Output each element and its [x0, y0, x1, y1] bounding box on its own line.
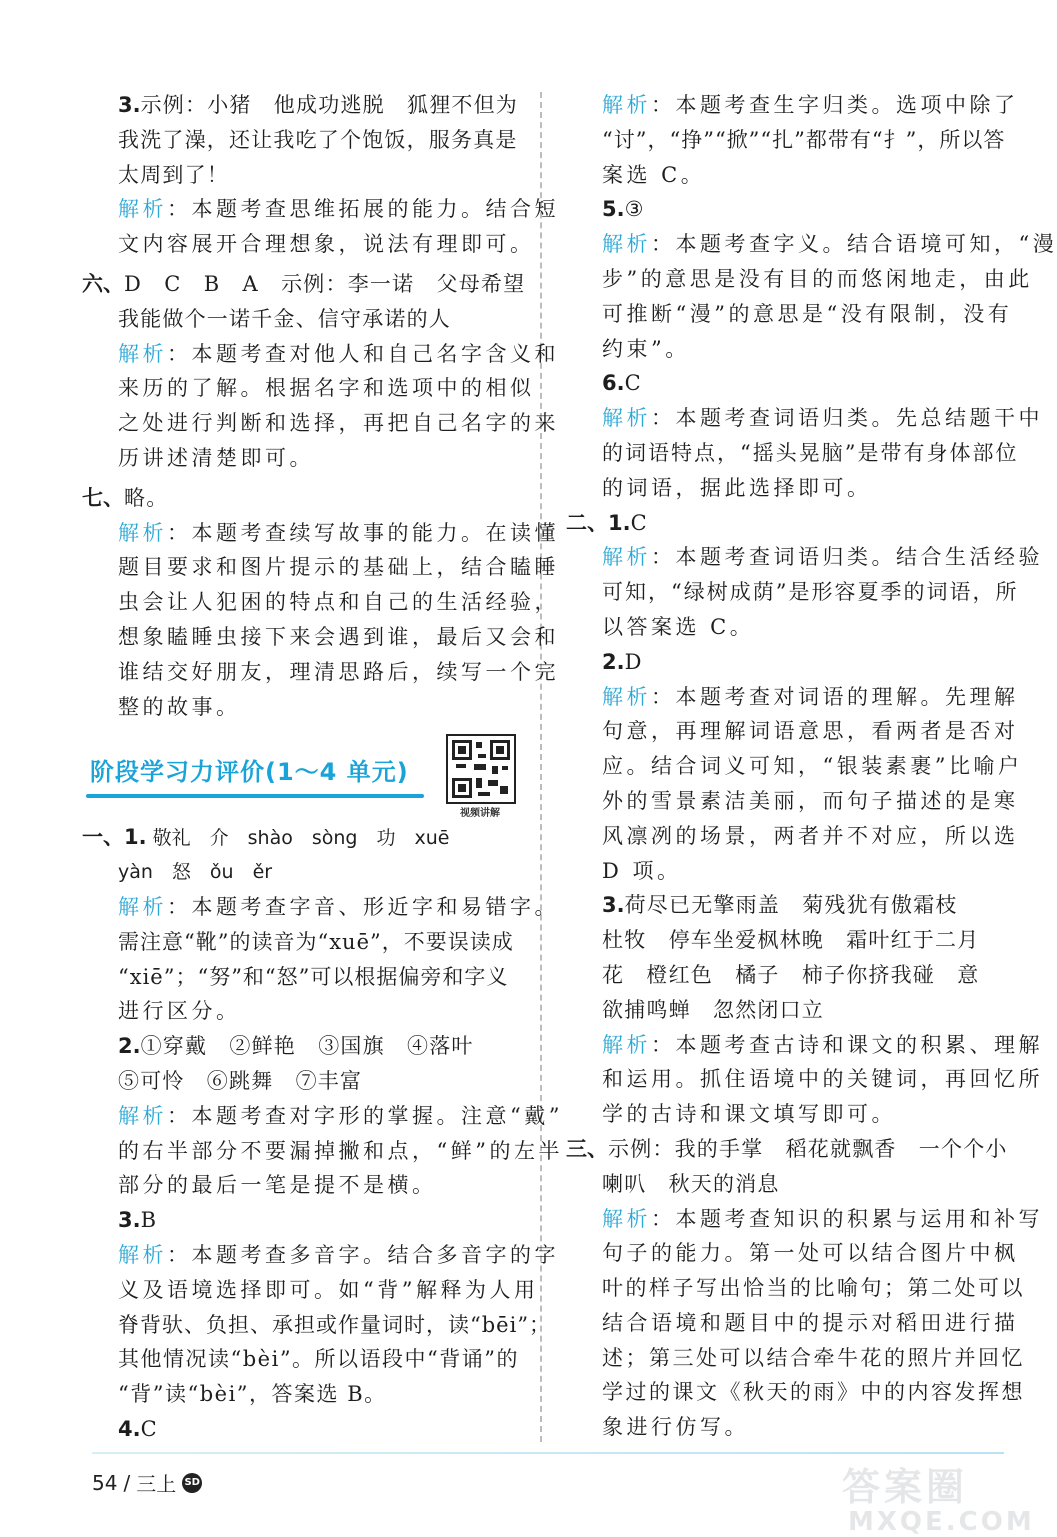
answer-text: 略。: [124, 485, 169, 510]
analysis-text: 来历的了解。根据名字和选项中的相似: [118, 376, 535, 401]
analysis-line: [566, 540, 1043, 575]
analysis-line: [82, 960, 528, 995]
answer-line: [566, 1132, 1008, 1167]
analysis-line: [566, 88, 1019, 123]
question-number: 5.: [602, 197, 625, 222]
analysis-line: [82, 1168, 528, 1203]
analysis-line: [566, 1062, 1043, 1097]
analysis-text: 应。结合词义可知，“银装素裹”比喻户: [602, 754, 1023, 779]
analysis-line: [566, 123, 1004, 158]
watermark-text: 答案圈: [842, 1465, 969, 1509]
analysis-text: 风凛冽的场景，两者并不对应，所以选: [602, 823, 1019, 848]
analysis-line: [566, 1306, 1019, 1341]
answer-text: D C B A 示例：李一诺 父母希望: [124, 271, 526, 296]
analysis-line: [566, 1236, 1019, 1271]
analysis-text: 题目要求和图片提示的基础上，结合瞌睡: [118, 555, 559, 580]
analysis-line: [566, 401, 1043, 436]
answer-text: 我洗了澡，还让我吃了个饱饭，服务真是: [118, 127, 518, 152]
analysis-text: 以答案选 C。: [602, 614, 755, 639]
analysis-text: 和运用。抓住语境中的关键词，再回忆所: [602, 1067, 1043, 1092]
analysis-text: 的词语特点，“摇头晃脑”是带有身体部位: [602, 440, 1019, 465]
analysis-line: [82, 516, 559, 551]
analysis-line: [566, 854, 1004, 889]
answer-line: [82, 88, 528, 123]
analysis-text: 外的雪景素洁美丽，而句子描述的是寒: [602, 788, 1019, 813]
analysis-text: ：本题考查知识的积累与运用和补写: [651, 1206, 1043, 1231]
analysis-line: [82, 890, 559, 925]
analysis-text: 整的故事。: [118, 694, 241, 719]
analysis-line: [82, 994, 528, 1029]
analysis-text: 之处进行判断和选择，再把自己名字的来: [118, 411, 559, 436]
analysis-label: 解析: [118, 520, 167, 545]
analysis-line: [566, 1375, 1025, 1410]
answer-line: [82, 820, 528, 855]
analysis-line: [82, 371, 535, 406]
question-number: 1.: [124, 825, 147, 850]
question-number: 2.: [118, 1034, 141, 1059]
answer-text: 敬礼 介 shào sòng 功 xuē: [152, 827, 450, 850]
analysis-line: [566, 1028, 1043, 1063]
analysis-text: ：本题考查词语归类。先总结题干中: [651, 406, 1043, 431]
qr-code-icon[interactable]: [446, 734, 516, 804]
answer-line: [566, 888, 1004, 923]
answer-line: [82, 1064, 528, 1099]
watermark-logo: [842, 1456, 1052, 1536]
analysis-text: 历讲述清楚即可。: [118, 445, 314, 470]
analysis-line: [566, 262, 1033, 297]
analysis-label: 解析: [118, 197, 167, 222]
analysis-text: 的右半部分不要漏掉撇和点，“鲜”的左半: [118, 1138, 563, 1163]
section-title: 阶段学习力评价(1～4 单元): [90, 758, 409, 787]
analysis-text: “xiē”；“努”和“怒”可以根据偏旁和字义: [118, 964, 509, 989]
answer-text: 示例：小猪 他成功逃脱 狐狸不但为: [140, 93, 518, 117]
answer-text: 我能做个一诺千金、信守承诺的人: [118, 306, 451, 331]
section-number: 六、: [82, 271, 124, 296]
question-number: 3.: [602, 893, 625, 918]
answer-line: [82, 855, 528, 890]
answer-text: ③: [624, 197, 645, 222]
analysis-label: 解析: [602, 232, 651, 257]
answer-line: [566, 506, 1004, 541]
analysis-line: [566, 575, 1019, 610]
analysis-label: 解析: [118, 894, 167, 919]
answer-line: [82, 267, 528, 302]
analysis-text: 学的古诗和课文填写即可。: [602, 1102, 896, 1127]
analysis-text: 象进行仿写。: [602, 1415, 749, 1440]
answer-text: ①穿戴 ②鲜艳 ③国旗 ④落叶: [140, 1034, 474, 1059]
analysis-line: [566, 1410, 1004, 1445]
question-number: 1.: [608, 510, 631, 535]
analysis-text: 学过的课文《秋天的雨》中的内容发挥想: [602, 1380, 1025, 1405]
analysis-text: 句意，再理解词语意思，看两者是否对: [602, 719, 1019, 744]
analysis-text: D 项。: [602, 858, 682, 883]
analysis-line: [566, 680, 1019, 715]
footer-separator: /: [123, 1470, 131, 1495]
analysis-text: 脊背驮、负担、承担或作量词时，读“bēi”；: [118, 1312, 552, 1337]
analysis-text: 需注意“靴”的读音为“xuē”，不要误读成: [118, 929, 514, 954]
analysis-text: 步”的意思是没有目的而悠闲地走，由此: [602, 266, 1033, 291]
footer-rule: [92, 1452, 1004, 1454]
analysis-line: [82, 1308, 552, 1343]
analysis-text: ：本题考查续写故事的能力。在读懂: [167, 520, 559, 545]
analysis-label: 解析: [118, 341, 167, 366]
analysis-text: ：本题考查对他人和自己名字含义和: [167, 341, 559, 366]
analysis-text: 文内容展开合理想象，说法有理即可。: [118, 232, 535, 257]
answer-text: 荷尽已无擎雨盖 菊残犹有傲霜枝: [624, 893, 958, 918]
analysis-text: 可推断“漫”的意思是“没有限制，没有: [602, 301, 1013, 326]
analysis-label: 解析: [602, 406, 651, 431]
answer-text: D: [624, 649, 643, 674]
analysis-text: 进行区分。: [118, 999, 241, 1024]
analysis-text: ：本题考查古诗和课文的积累、理解: [651, 1032, 1043, 1057]
answer-text: 花 橙红色 橘子 柿子你挤我碰 意: [602, 962, 980, 987]
edition-badge-icon: SD: [182, 1473, 202, 1493]
analysis-line: [566, 158, 1004, 193]
page-footer: [92, 1468, 202, 1497]
analysis-text: 谁结交好朋友，理清思路后，续写一个完: [118, 659, 559, 684]
analysis-line: [82, 1134, 563, 1169]
analysis-text: ：本题考查字音、形近字和易错字。: [167, 894, 559, 919]
analysis-text: ：本题考查词语归类。结合生活经验: [651, 545, 1043, 570]
analysis-line: [566, 1202, 1043, 1237]
question-number: 6.: [602, 371, 625, 396]
answer-text: ⑤可怜 ⑥跳舞 ⑦丰富: [118, 1068, 363, 1093]
answer-line: [566, 993, 1004, 1028]
answer-text: C: [140, 1416, 158, 1441]
answer-text: yàn 怒 ǒu ěr: [118, 861, 273, 884]
analysis-line: [82, 655, 559, 690]
analysis-text: 案选 C。: [602, 162, 706, 187]
answer-line: [82, 158, 528, 193]
analysis-line: [82, 585, 559, 620]
analysis-line: [82, 1273, 539, 1308]
question-number: 4.: [118, 1416, 141, 1441]
analysis-line: [82, 227, 535, 262]
analysis-text: ：本题考查思维拓展的能力。结合短: [167, 197, 559, 222]
analysis-text: ：本题考查生字归类。选项中除了: [651, 93, 1019, 117]
analysis-text: ：本题考查字义。结合语境可知，“漫: [651, 232, 1057, 257]
analysis-text: 句子的能力。第一处可以结合图片中枫: [602, 1241, 1019, 1266]
analysis-text: 约束”。: [602, 336, 690, 361]
left-column: [82, 88, 563, 1447]
page-number: 54: [92, 1470, 118, 1495]
answer-text: 欲捕鸣蝉 忽然闭口立: [602, 997, 824, 1022]
analysis-line: [82, 192, 559, 227]
analysis-line: [566, 784, 1019, 819]
analysis-line: [566, 610, 1004, 645]
analysis-text: ：本题考查多音字。结合多音字的字: [167, 1242, 559, 1267]
analysis-line: [82, 925, 528, 960]
analysis-label: 解析: [602, 545, 651, 570]
answer-line: [566, 645, 1004, 680]
analysis-line: [566, 714, 1019, 749]
question-number: 3.: [118, 1208, 141, 1233]
answer-line: [566, 923, 1004, 958]
analysis-line: [82, 690, 528, 725]
analysis-text: “背”读“bèi”，答案选 B。: [118, 1382, 387, 1407]
analysis-line: [566, 332, 1004, 367]
answer-line: [566, 366, 1004, 401]
answer-text: B: [140, 1208, 158, 1233]
analysis-line: [82, 337, 559, 372]
section-number: 七、: [82, 485, 124, 510]
analysis-line: [566, 471, 1004, 506]
analysis-label: 解析: [118, 1103, 167, 1128]
analysis-line: [566, 436, 1019, 471]
analysis-line: [566, 1341, 1025, 1376]
analysis-text: 的词语，据此选择即可。: [602, 475, 872, 500]
answer-line: [566, 958, 1004, 993]
section-number: 三、: [566, 1136, 608, 1161]
section-header: [82, 734, 528, 820]
analysis-line: [82, 620, 559, 655]
analysis-line: [82, 441, 528, 476]
analysis-label: 解析: [602, 1206, 651, 1231]
answer-line: [82, 302, 528, 337]
analysis-text: 虫会让人犯困的特点和自己的生活经验，: [118, 590, 559, 615]
qr-caption: 视频讲解: [460, 808, 500, 820]
analysis-line: [566, 227, 1057, 262]
answer-line: [566, 192, 1004, 227]
answer-text: C: [624, 371, 642, 396]
answer-line: [82, 1412, 528, 1447]
answer-line: [82, 481, 528, 516]
analysis-text: 可知，“绿树成荫”是形容夏季的词语，所: [602, 580, 1019, 605]
analysis-label: 解析: [602, 1032, 651, 1057]
right-column: [566, 88, 1057, 1445]
analysis-line: [566, 297, 1013, 332]
section-number: 一、: [82, 825, 124, 850]
analysis-line: [82, 1099, 563, 1134]
analysis-line: [82, 550, 559, 585]
analysis-text: ：本题考查对字形的掌握。注意“戴”: [167, 1103, 563, 1128]
analysis-text: ：本题考查对词语的理解。先理解: [651, 684, 1019, 709]
section-title-underline: [86, 794, 424, 798]
analysis-label: 解析: [118, 1242, 167, 1267]
answer-line: [82, 123, 528, 158]
answer-text: C: [630, 510, 648, 535]
analysis-line: [566, 1097, 1004, 1132]
answer-line: [82, 1029, 528, 1064]
analysis-label: 解析: [602, 684, 651, 709]
analysis-text: 其他情况读“bèi”。所以语段中“背诵”的: [118, 1347, 520, 1372]
answer-line: [566, 1167, 1004, 1202]
answer-text: 杜牧 停车坐爱枫林晚 霜叶红于二月: [602, 928, 980, 953]
analysis-line: [82, 406, 559, 441]
answer-text: 示例：我的手掌 稻花就飘香 一个个小: [608, 1136, 1008, 1161]
analysis-text: 结合语境和题目中的提示对稻田进行描: [602, 1310, 1019, 1335]
analysis-line: [566, 749, 1023, 784]
analysis-text: 义及语境选择即可。如“背”解释为人用: [118, 1277, 539, 1302]
question-number: 3.: [118, 93, 141, 117]
analysis-text: 部分的最后一笔是提不是横。: [118, 1173, 437, 1198]
answer-line: [82, 1203, 528, 1238]
analysis-line: [82, 1342, 528, 1377]
analysis-text: 叶的样子写出恰当的比喻句；第二处可以: [602, 1276, 1025, 1301]
question-number: 2.: [602, 649, 625, 674]
analysis-text: 想象瞌睡虫接下来会遇到谁，最后又会和: [118, 624, 559, 649]
analysis-text: “讨”，“挣”“掀”“扎”都带有“扌”，所以答: [602, 127, 1006, 152]
analysis-line: [566, 1271, 1025, 1306]
section-number: 二、: [566, 510, 608, 535]
analysis-line: [82, 1238, 559, 1273]
analysis-label: 解析: [602, 93, 651, 117]
watermark-url: MXQE.COM: [848, 1507, 1035, 1537]
analysis-line: [566, 819, 1019, 854]
analysis-line: [82, 1377, 528, 1412]
grade-label: 三上: [136, 1472, 177, 1496]
answer-text: 喇叭 秋天的消息: [602, 1171, 780, 1196]
analysis-text: 述；第三处可以结合牵牛花的照片并回忆: [602, 1345, 1025, 1370]
answer-text: 太周到了！: [118, 162, 229, 187]
